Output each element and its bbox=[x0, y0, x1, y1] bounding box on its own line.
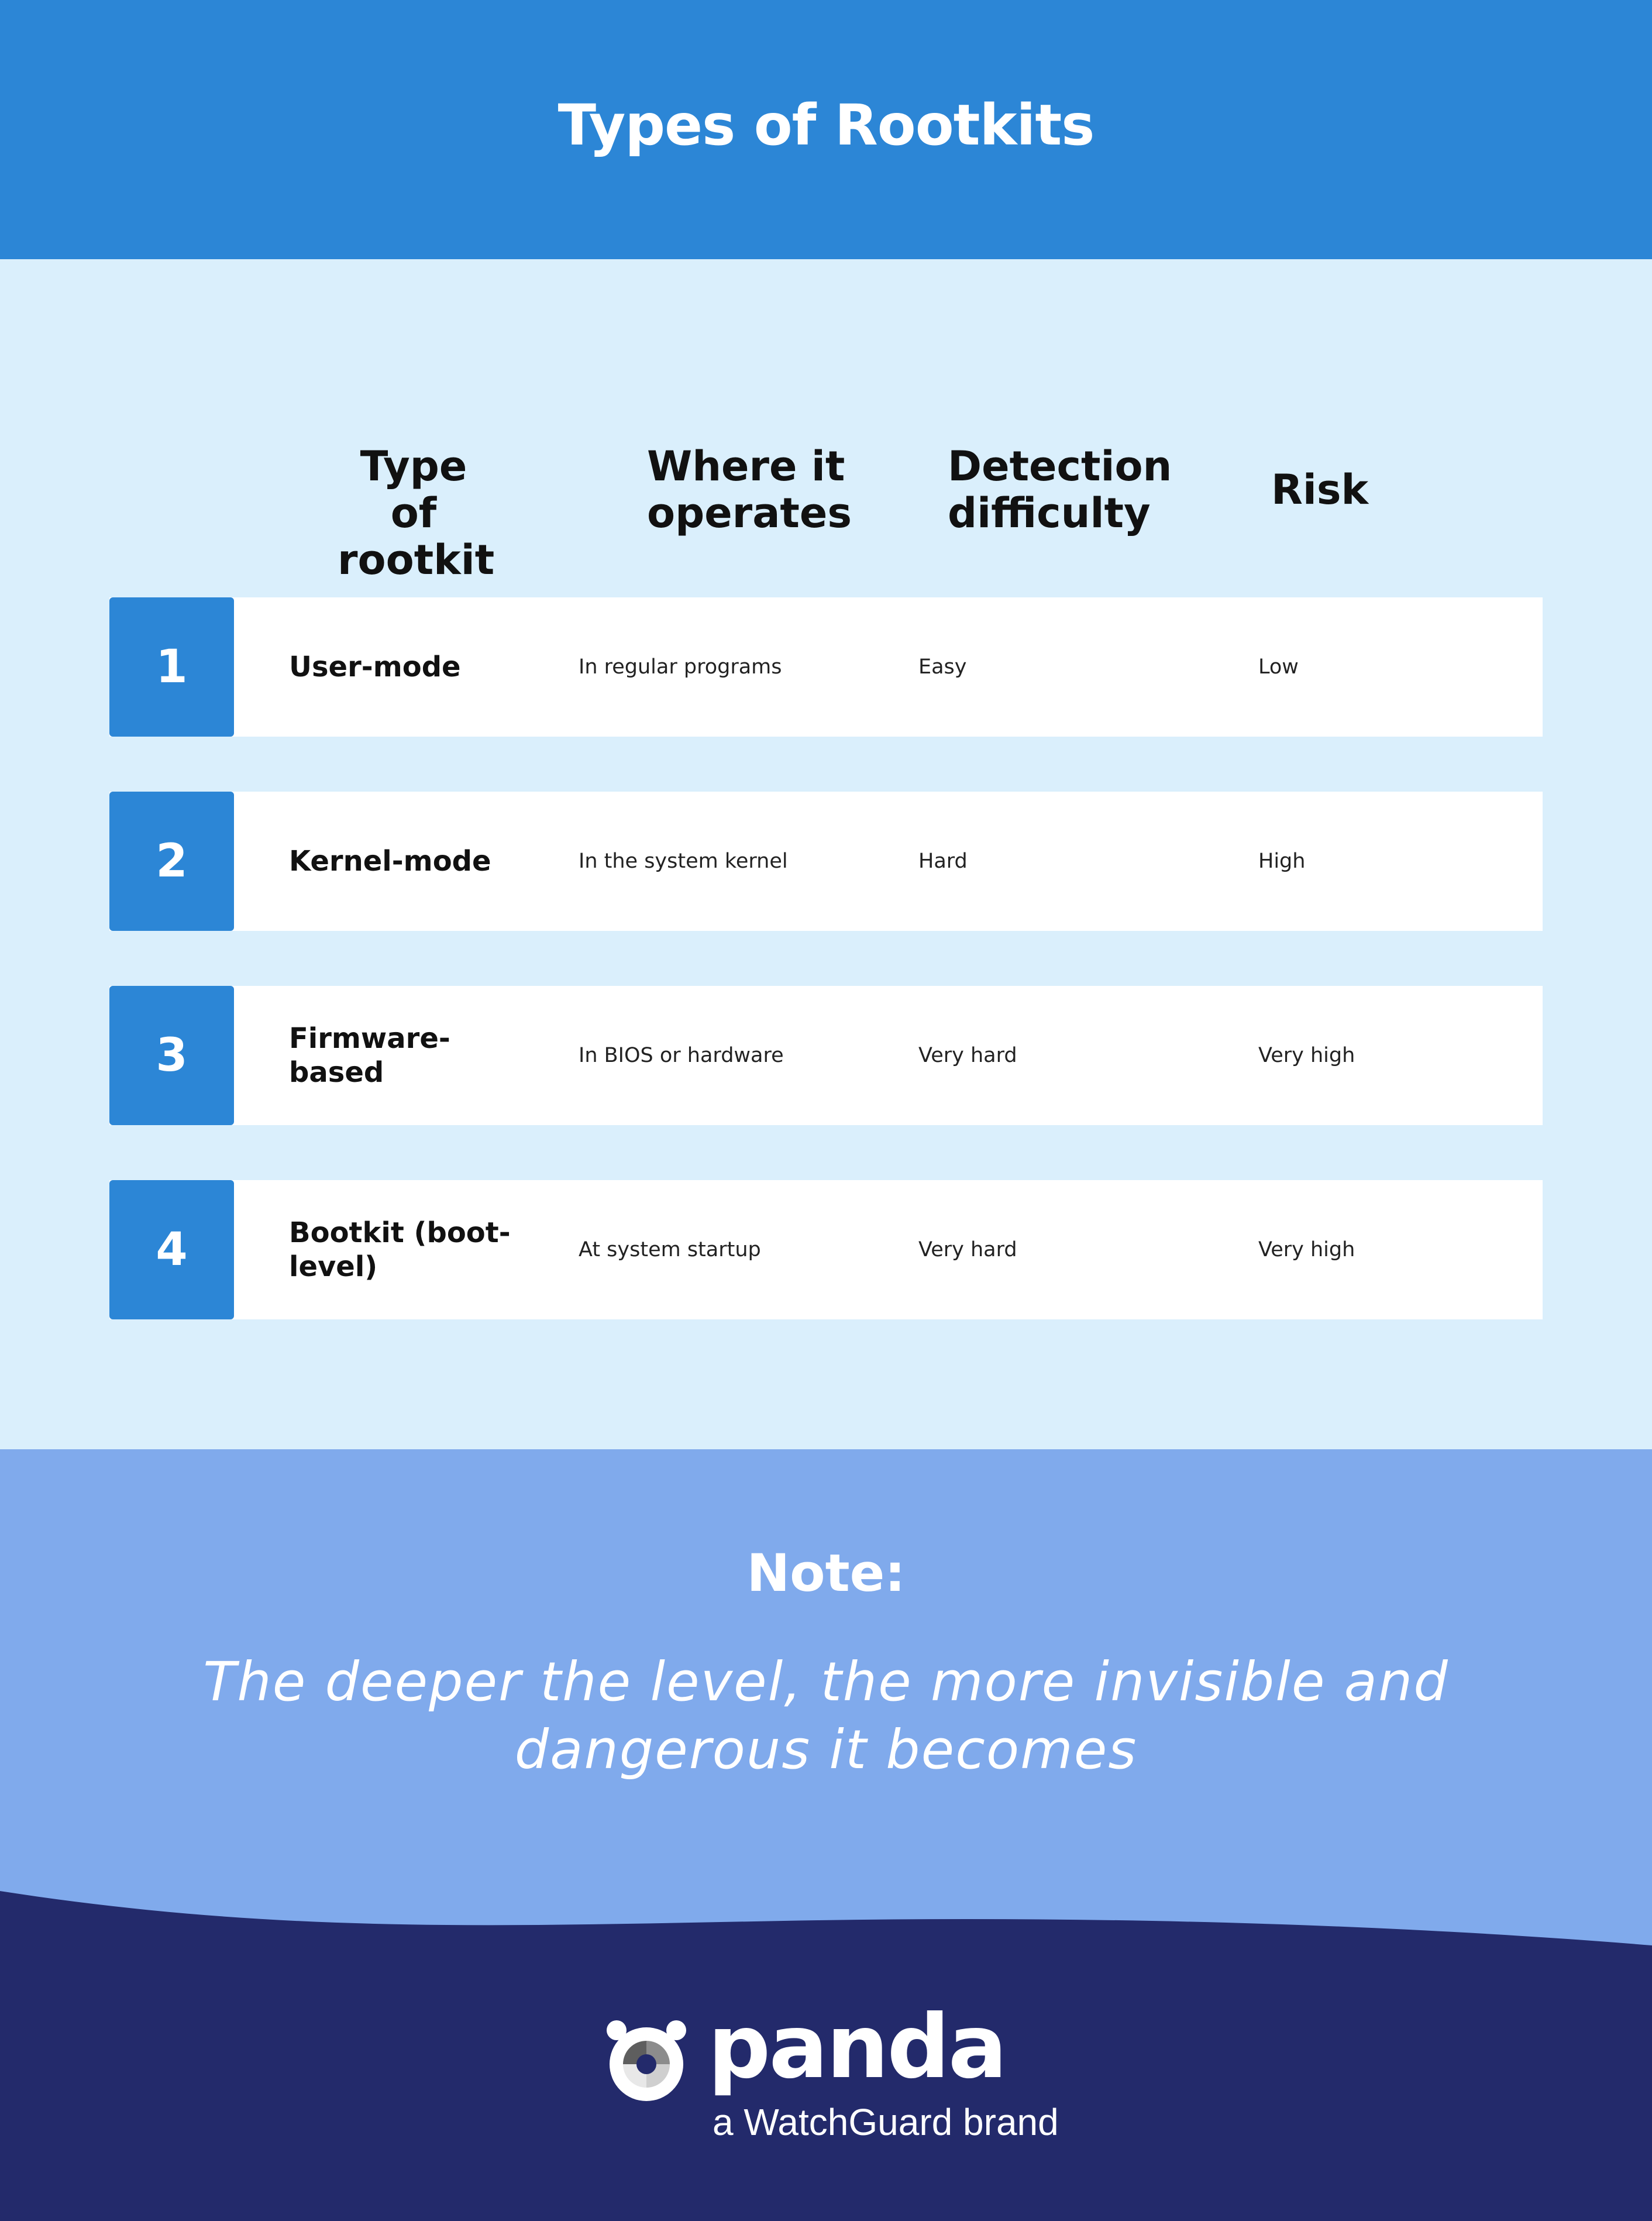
note-text bbox=[175, 1648, 1477, 1784]
row-type-line: Bootkit (boot- bbox=[289, 1216, 511, 1249]
page-title: Types of Rootkits bbox=[557, 92, 1095, 158]
row-type-line: Kernel-mode bbox=[289, 845, 491, 878]
column-header-type-line2: rootkit bbox=[338, 536, 495, 584]
column-header-type-line1: Type of bbox=[360, 442, 467, 537]
row-type-line: based bbox=[289, 1056, 384, 1089]
column-header-difficulty-line2: difficulty bbox=[948, 489, 1151, 537]
brand-name: panda bbox=[708, 1996, 1006, 2098]
row-risk: Very high bbox=[1258, 1044, 1355, 1067]
row-risk: High bbox=[1258, 850, 1306, 873]
row-difficulty: Hard bbox=[918, 850, 968, 873]
row-difficulty: Easy bbox=[918, 655, 967, 679]
column-header-difficulty-line1: Detection bbox=[948, 442, 1172, 490]
row-type-line: level) bbox=[289, 1250, 378, 1283]
row-difficulty: Very hard bbox=[918, 1044, 1017, 1067]
row-number: 3 bbox=[109, 986, 234, 1125]
row-type-line: Firmware- bbox=[289, 1022, 450, 1055]
panda-logo-icon bbox=[603, 2016, 690, 2104]
brand-logo bbox=[603, 1996, 1071, 2153]
brand-tagline: a WatchGuard brand bbox=[713, 2101, 1059, 2143]
row-type bbox=[289, 986, 535, 1125]
row-where: In regular programs bbox=[579, 655, 782, 679]
row-number: 2 bbox=[109, 792, 234, 931]
note-heading: Note: bbox=[746, 1543, 906, 1603]
table-row bbox=[109, 597, 1543, 737]
column-header-where bbox=[647, 443, 852, 537]
column-header-type bbox=[338, 442, 495, 584]
note-line: The deeper the level, the more invisible and bbox=[203, 1651, 1449, 1713]
row-type-line: User-mode bbox=[289, 651, 461, 683]
table-row bbox=[109, 1180, 1543, 1319]
column-header-where-line1: Where it bbox=[647, 442, 845, 490]
row-type bbox=[289, 792, 535, 931]
row-where: In BIOS or hardware bbox=[579, 1044, 784, 1067]
row-type bbox=[289, 1180, 535, 1319]
row-risk: Low bbox=[1258, 655, 1299, 679]
row-where: At system startup bbox=[579, 1238, 761, 1261]
row-where: In the system kernel bbox=[579, 850, 788, 873]
note-line: dangerous it becomes bbox=[514, 1718, 1138, 1781]
column-header-where-line2: operates bbox=[647, 489, 852, 537]
table-row bbox=[109, 986, 1543, 1125]
row-number: 1 bbox=[109, 597, 234, 737]
header-banner bbox=[0, 0, 1652, 259]
row-number: 4 bbox=[109, 1180, 234, 1319]
row-type bbox=[289, 597, 535, 737]
row-difficulty: Very hard bbox=[918, 1238, 1017, 1261]
table-row bbox=[109, 792, 1543, 931]
column-header-risk: Risk bbox=[1271, 466, 1369, 514]
row-risk: Very high bbox=[1258, 1238, 1355, 1261]
column-header-difficulty bbox=[948, 443, 1172, 537]
rootkit-table-section bbox=[0, 259, 1652, 1449]
